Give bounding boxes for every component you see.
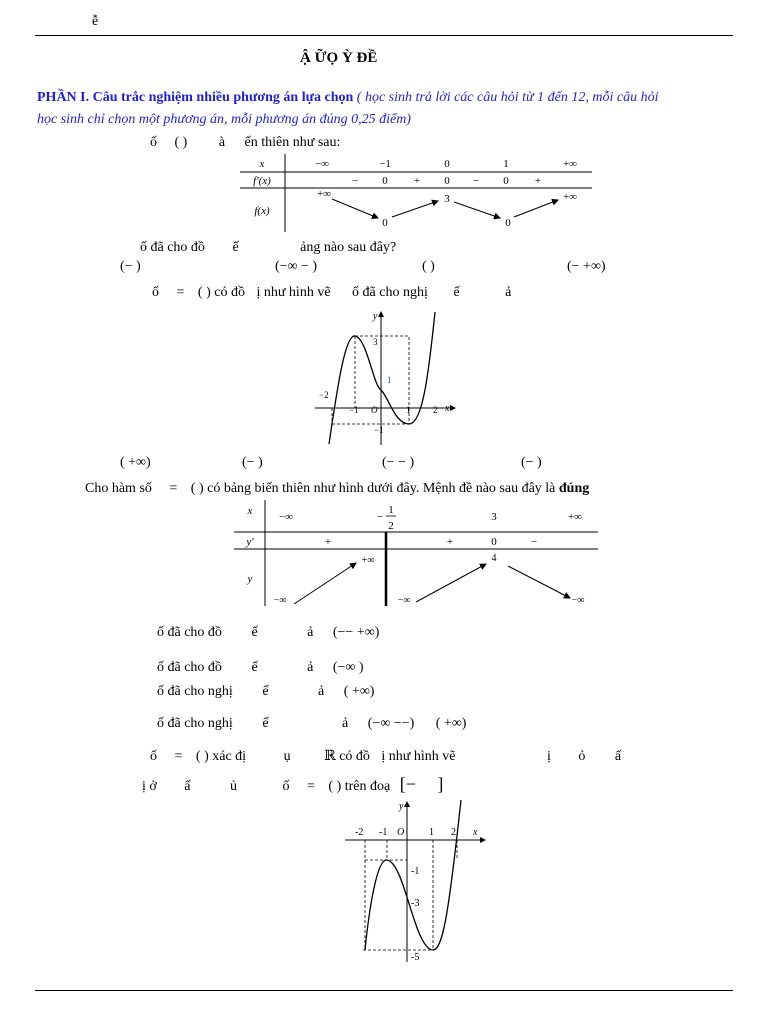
q4-stem-part: ấ <box>184 779 191 794</box>
q3-option-c-text: ố đã cho nghị <box>157 684 233 699</box>
q3-stem-b: = <box>169 481 178 496</box>
q4-stem-part: ( ) <box>328 779 342 794</box>
q3-variation-table <box>234 500 598 608</box>
q4-stem-part: có đồ <box>339 749 370 764</box>
q3-row-label-x: x <box>247 505 253 517</box>
q2-stem-part: có đồ <box>214 285 245 300</box>
q3-yprime-val: + <box>446 536 454 548</box>
q3-x-val: 2 <box>388 520 394 532</box>
q1-x-val: 1 <box>503 158 509 170</box>
q1-stem-b: ( ) <box>174 135 188 150</box>
section-instructions-2: học sinh chỉ chọn một phương án, mỗi phương án đúng 0,25 điểm) <box>37 112 411 127</box>
q3-option-b-text: ả <box>307 660 314 675</box>
q1-row-label-fprime: f′(x) <box>253 175 271 187</box>
q3-stem-a: Cho hàm số <box>85 481 152 496</box>
footer-divider <box>35 990 733 991</box>
q4-label-xneg1: -1 <box>379 827 388 838</box>
q3-y-val: 4 <box>491 553 497 564</box>
q4-stem-part: xác đị <box>212 749 247 764</box>
q2-stem-part: ( ) <box>197 285 211 300</box>
q1-option-c[interactable]: ( ) <box>422 259 435 274</box>
q4-stem-part: ỏ <box>578 749 586 764</box>
q3-option-c-text: ế <box>262 684 269 699</box>
q2-stem-part: ả <box>505 285 512 300</box>
q3-yprime-val: − <box>530 536 538 548</box>
q2-function-graph <box>315 310 460 450</box>
q2-option-c[interactable]: (− − ) <box>382 455 415 470</box>
q3-arrow <box>294 563 356 604</box>
q3-option-a-text: ả <box>307 625 314 640</box>
q1-fprime-val: + <box>534 175 542 187</box>
section-label: PHẦN I. Câu trắc nghiệm nhiều phương án lựa chọn <box>37 90 354 105</box>
q4-label-x1: 1 <box>429 827 434 838</box>
q3-option-b[interactable] <box>157 660 364 676</box>
q1-stem <box>150 135 340 151</box>
q3-stem <box>85 481 589 497</box>
q3-option-b-interval: (−∞ ) <box>332 660 364 675</box>
q1-fprime-val: − <box>351 175 359 187</box>
q2-option-a[interactable]: ( +∞) <box>120 455 151 470</box>
section-header <box>37 90 658 106</box>
q1-stem-c: à <box>218 135 226 150</box>
q1-f-val: 0 <box>505 217 511 229</box>
q4-stem-part: ] <box>437 774 444 794</box>
header-divider <box>35 35 733 36</box>
q1-row-label-f: f(x) <box>254 205 270 217</box>
q3-option-a-text: ế <box>251 625 258 640</box>
q4-label-x: x <box>473 827 478 838</box>
q2-label-y1: 1 <box>387 375 392 385</box>
q4-label-yneg3: -3 <box>411 898 420 909</box>
q3-stem-c: ( ) <box>190 481 204 496</box>
section-instructions-1: ( học sinh trả lời các câu hỏi từ 1 đến 12, mỗi câu hỏi <box>356 90 659 105</box>
q2-stem-part: ị như hình vẽ <box>256 285 331 300</box>
q4-stem-line1 <box>150 748 621 765</box>
q4-stem-part: ị ở <box>142 779 157 794</box>
q4-stem-part: trên đoạ <box>344 779 391 794</box>
q1-question <box>140 240 396 256</box>
q3-option-c-text: ả <box>318 684 325 699</box>
q3-stem-d: có bảng biến thiên như hình dưới đây. Mệnh đề nào sau đây là <box>207 481 556 496</box>
q3-option-c-interval: ( +∞) <box>343 684 375 699</box>
q2-option-d[interactable]: (− ) <box>521 455 542 470</box>
q3-x-val: +∞ <box>567 511 583 523</box>
q3-option-b-text: ế <box>251 660 258 675</box>
q1-f-val: 0 <box>382 217 388 229</box>
q1-option-d[interactable]: (− +∞) <box>567 259 606 274</box>
q4-stem-part: ấ <box>614 749 622 764</box>
q1-stem-a: ố <box>150 135 157 150</box>
q2-label-xneg2: −2 <box>319 390 329 400</box>
q4-label-x2: 2 <box>451 827 456 838</box>
q3-row-label-yprime: y′ <box>246 536 254 548</box>
q4-label-o: O <box>397 827 405 838</box>
q4-label-yneg1: -1 <box>411 866 420 877</box>
q4-stem-part: ị như hình vẽ <box>381 749 456 764</box>
q2-stem <box>152 285 511 301</box>
q2-label-x: x <box>445 403 450 414</box>
q3-arrow <box>416 564 486 602</box>
q4-stem-part: = <box>307 779 315 794</box>
q1-question-c: ảng nào sau đây? <box>300 240 397 255</box>
q3-option-b-text: ố đã cho đồ <box>157 660 222 675</box>
q1-variation-table <box>240 154 592 232</box>
q2-label-y: y <box>373 311 378 322</box>
page-title: Ậ ỮỌ Ỳ ĐỀ <box>300 50 378 66</box>
q4-stem-part: ị <box>547 749 551 764</box>
q4-stem-part: ( ) <box>195 749 209 764</box>
q1-option-a[interactable]: (− ) <box>120 259 141 274</box>
q1-arrow <box>332 199 378 218</box>
q3-y-val: +∞ <box>361 555 375 566</box>
q4-stem-part: [− <box>399 774 416 794</box>
q2-stem-part: ế <box>453 285 460 300</box>
q1-fprime-val: + <box>413 175 421 187</box>
q1-fprime-val: 0 <box>503 175 509 187</box>
q1-f-val: 3 <box>444 193 450 205</box>
q2-label-x1: 1 <box>406 405 411 415</box>
q3-x-val: −∞ <box>278 511 294 523</box>
q4-stem-line2 <box>142 774 443 795</box>
q1-arrow <box>454 202 500 218</box>
q1-x-val: 0 <box>444 158 450 170</box>
q4-function-graph <box>345 800 490 965</box>
q2-stem-part: ố <box>152 285 159 300</box>
header-top-text: ễ <box>92 14 99 29</box>
q1-stem-d: ến thiên như sau: <box>244 135 341 150</box>
q1-fprime-val: 0 <box>382 175 388 187</box>
q3-row-label-y: y <box>247 573 253 585</box>
q3-x-val: 3 <box>491 511 497 523</box>
q4-label-yneg5: -5 <box>411 952 420 963</box>
q3-y-val: −∞ <box>273 595 287 606</box>
q1-fprime-val: − <box>472 175 480 187</box>
q3-option-d-text: ế <box>262 716 269 731</box>
q3-option-d-text: ố đã cho nghị <box>157 716 233 731</box>
q1-fprime-val: 0 <box>444 175 450 187</box>
q4-label-xneg2: -2 <box>355 827 364 838</box>
q1-x-val: −1 <box>379 158 391 170</box>
q2-label-yneg1: −1 <box>374 425 384 435</box>
q4-stem-part: ố <box>282 779 290 794</box>
q2-option-b[interactable]: (− ) <box>242 455 263 470</box>
q3-arrow <box>508 566 570 598</box>
q1-x-val: −∞ <box>314 158 330 170</box>
q2-label-o: O <box>371 405 378 415</box>
q3-option-d[interactable] <box>157 716 466 732</box>
q4-stem-part: ố <box>150 749 157 764</box>
q3-y-val: −∞ <box>397 595 411 606</box>
q3-y-val: −∞ <box>571 595 585 606</box>
q1-question-a: ố đã cho đồ <box>140 240 205 255</box>
q2-stem-part: = <box>176 285 185 300</box>
q3-x-val: − <box>376 511 384 523</box>
q1-x-val: +∞ <box>562 158 578 170</box>
q3-option-a-text: ố đã cho đồ <box>157 625 222 640</box>
q4-stem-part: = <box>174 749 183 764</box>
q3-option-d-interval-2: ( +∞) <box>435 716 467 731</box>
q3-option-d-interval: (−∞ −−) <box>367 716 415 731</box>
q4-stem-part: ụ <box>283 749 291 764</box>
q1-row-label-x: x <box>259 158 265 170</box>
q1-arrow <box>392 201 438 217</box>
q3-option-d-text: ả <box>342 716 349 731</box>
q2-label-xneg1: −1 <box>349 405 359 415</box>
q3-stem-bold: đúng <box>558 481 590 496</box>
q2-label-y3: 3 <box>373 337 378 347</box>
q3-x-val: 1 <box>388 504 394 516</box>
q4-stem-part: ủ <box>230 779 238 794</box>
q1-arrow <box>514 200 558 217</box>
q1-option-b[interactable]: (−∞ − ) <box>275 259 318 274</box>
q1-f-val: +∞ <box>316 188 332 200</box>
q4-stem-part: ℝ <box>324 749 336 764</box>
q4-label-y: y <box>399 801 404 812</box>
q2-stem-part: ố đã cho nghị <box>352 285 428 300</box>
q1-f-val: +∞ <box>562 191 578 203</box>
q3-yprime-val: + <box>324 536 332 548</box>
q3-option-c[interactable] <box>157 684 374 700</box>
q2-label-x2: 2 <box>433 405 438 415</box>
q3-yprime-val: 0 <box>491 536 497 548</box>
q1-question-b: ế <box>232 240 239 255</box>
q3-option-a-interval: (−− +∞) <box>332 625 380 640</box>
q3-option-a[interactable] <box>157 625 379 641</box>
